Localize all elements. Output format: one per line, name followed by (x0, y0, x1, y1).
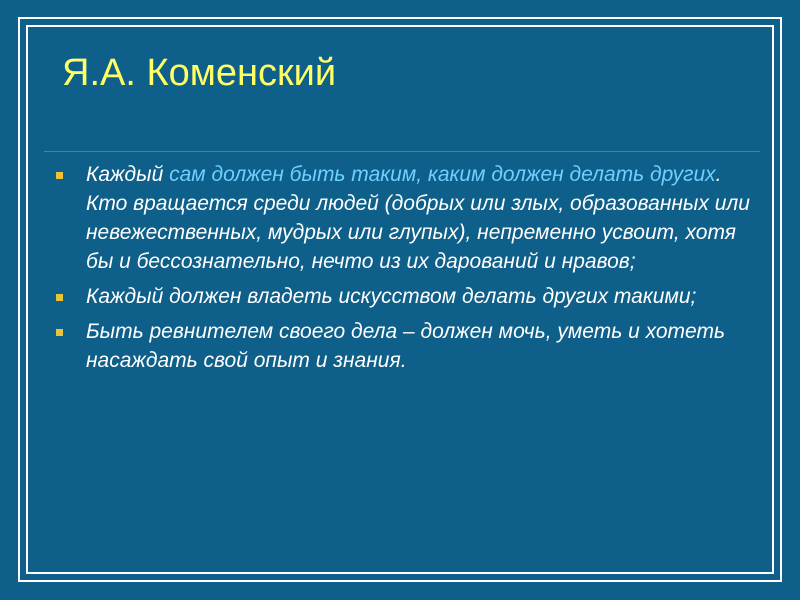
bullet-1-lead: Каждый (86, 163, 170, 186)
bullet-item-1 (54, 160, 764, 276)
bullet-3-text: Быть ревнителем своего дела – должен мочь, уметь и хотеть насаждать свой опыт и знания. (86, 320, 726, 372)
square-bullet-icon (56, 329, 63, 336)
square-bullet-icon (56, 172, 63, 179)
title-divider (44, 151, 760, 152)
slide-title: Я.А. Коменский (62, 52, 337, 94)
square-bullet-icon (56, 294, 63, 301)
bullet-1-rest: . Кто вращается среди людей (добрых или злых, образованных или невежественных, мудрых или глупых), непременно усвоит, хотя бы и бессознательно, нечто из их дарований и нравов; (86, 163, 750, 273)
bullet-item-2 (54, 282, 764, 311)
bullet-1-highlight: сам должен быть таким, каким должен делать других (169, 163, 716, 186)
bullet-item-3 (54, 317, 764, 375)
bullet-list (54, 160, 764, 381)
bullet-2-text: Каждый должен владеть искусством делать других такими; (86, 285, 697, 308)
